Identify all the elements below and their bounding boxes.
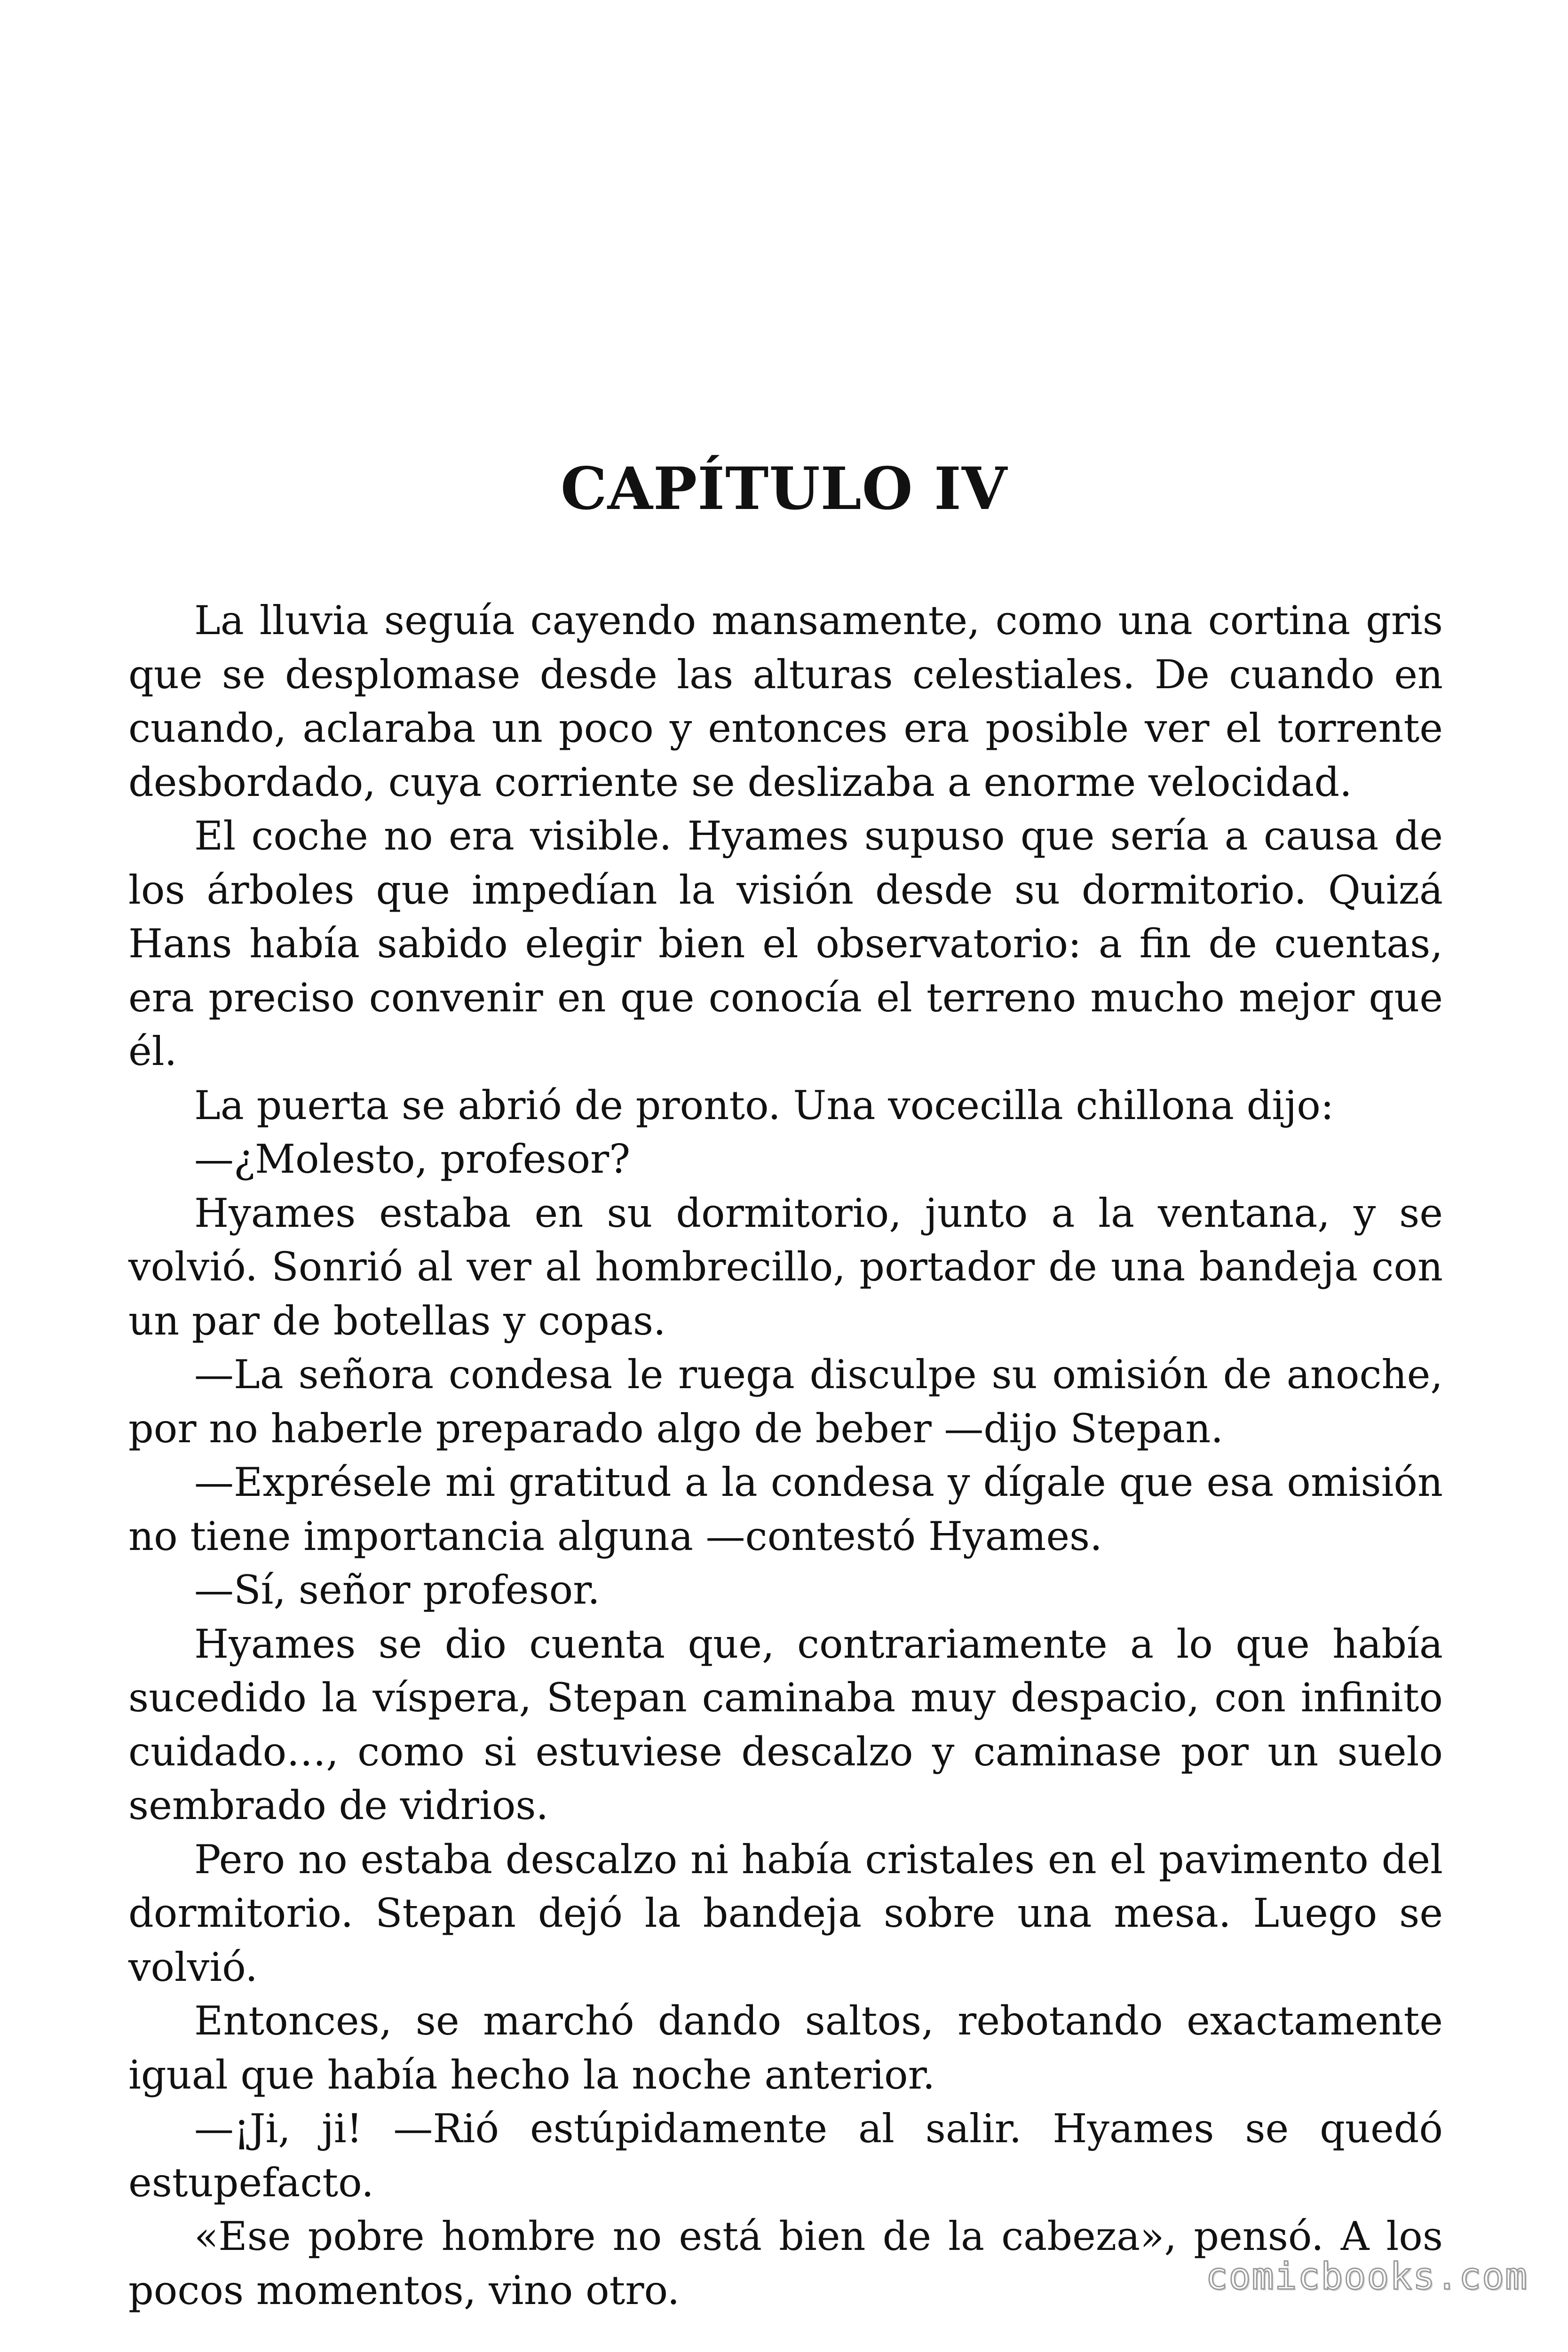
- watermark-text: comicbooks.com: [1205, 2256, 1528, 2298]
- chapter-title: CAPÍTULO IV: [560, 455, 1008, 523]
- dialogue-line: —Sí, señor profesor.: [194, 1567, 600, 1613]
- paragraph: «Ese pobre hombre no está bien de la cabeza», pensó. A los pocos momentos, vino otro.: [128, 2213, 1443, 2313]
- paragraph: La puerta se abrió de pronto. Una vocecilla chillona dijo:: [194, 1082, 1334, 1128]
- dialogue-line: —La señora condesa le ruega disculpe su omisión de anoche, por no haberle preparado algo de beber —dijo Stepan.: [128, 1351, 1443, 1452]
- chapter-body: [128, 594, 1443, 2317]
- dialogue-line: —Exprésele mi gratitud a la condesa y dígale que esa omisión no tiene importancia alguna —contestó Hyames.: [128, 1459, 1443, 1559]
- dialogue-line: —¿Molesto, profesor?: [194, 1136, 631, 1182]
- paragraph: Entonces, se marchó dando saltos, rebotando exactamente igual que había hecho la noche anterior.: [128, 1998, 1443, 2098]
- paragraph: Hyames se dio cuenta que, contrariamente a lo que había sucedido la víspera, Stepan caminaba muy despacio, con infinito cuidado…, como si estuviese descalzo y caminase por un suelo sembrado de vidrios.: [128, 1621, 1443, 1828]
- paragraph: El coche no era visible. Hyames supuso que sería a causa de los árboles que impedían la visión desde su dormitorio. Quizá Hans había sabido elegir bien el observatorio: a fin de cuentas, era preciso convenir en que conocía el terreno mucho mejor que él.: [128, 813, 1443, 1074]
- paragraph: Pero no estaba descalzo ni había cristales en el pavimento del dormitorio. Stepan dejó la bandeja sobre una mesa. Luego se volvió.: [128, 1836, 1443, 1990]
- dialogue-line: —¡Ji, ji! —Rió estúpidamente al salir. Hyames se quedó estupefacto.: [128, 2106, 1443, 2206]
- paragraph: Hyames estaba en su dormitorio, junto a la ventana, y se volvió. Sonrió al ver al hombrecillo, portador de una bandeja con un par de botellas y copas.: [128, 1190, 1443, 1344]
- paragraph: La lluvia seguía cayendo mansamente, como una cortina gris que se desplomase desde las alturas celestiales. De cuando en cuando, aclaraba un poco y entonces era posible ver el torrente desbordado, cuya corriente se deslizaba a enorme velocidad.: [128, 597, 1443, 805]
